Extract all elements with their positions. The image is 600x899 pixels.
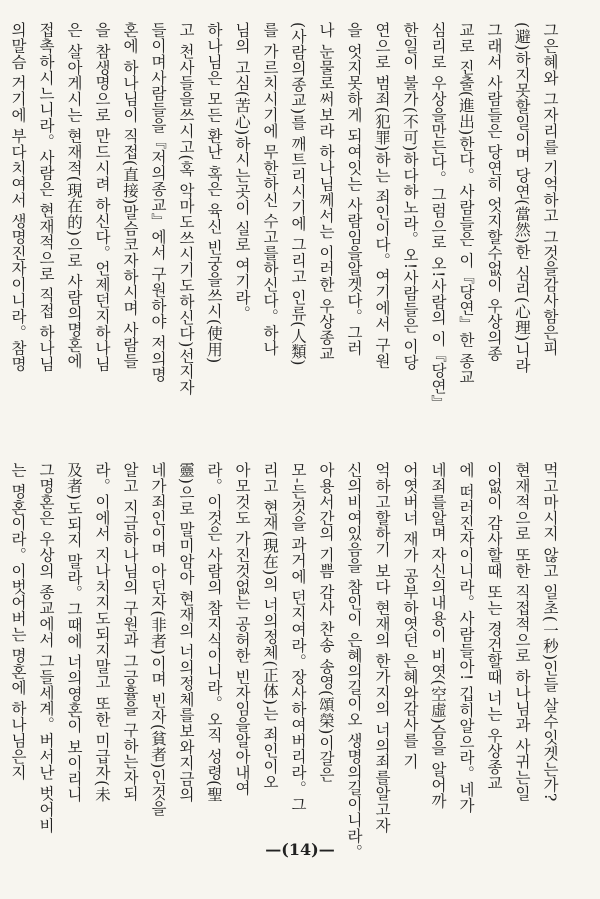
text-column: 리고 현재(現在)의 너의정체(正体)는 죄인이오 bbox=[261, 462, 279, 790]
text-column: 들이며사람들을『저의종교』에서 구원하야 저의명 bbox=[149, 22, 167, 383]
text-column: 그은혜와 그자리를 기억하고 그것을감사함은피 bbox=[541, 22, 559, 356]
text-column: 교로 진출(進出)한다。사람들은 이『당연』한 종교 bbox=[457, 22, 475, 385]
text-column: 를 가르치시기에 무한하신 수고를하신다。하나 bbox=[261, 22, 279, 356]
text-column: 아모것도 가진것없는 공허한 빈자임을알아내여 bbox=[233, 462, 251, 796]
text-column: 접촉하시느니라。사람은 현재적으로 직접 하나님 bbox=[37, 22, 55, 372]
text-column: 신의비여있음을 참인이 은혜의길이오 생명의길이니라。 bbox=[345, 462, 363, 860]
text-column: 을 엇지못하게 되여잇는 사람임을알겟다。그러 bbox=[345, 22, 363, 356]
text-column: (사람의종교)를 깨트리시기에 그리고 인류(人類) bbox=[289, 22, 307, 366]
text-column bbox=[0, 462, 4, 834]
text-column: 한일이 불가(不可)하다하노라。오!사람들은 이당 bbox=[401, 22, 419, 371]
text-column: 억하고할하기 보다 현재의 한가지의 너의죄를알고자 bbox=[373, 462, 391, 834]
text-column: 아용서간의 기쁨 감사 찬송 송영(頌榮)이갈은 bbox=[317, 462, 335, 783]
text-column: 라。이에서 지나치지도되지말고 또한 미급자(未 bbox=[93, 462, 111, 803]
text-column: 이없이 감사할때 또는 경건할때 너는 우상종교 bbox=[485, 462, 503, 791]
text-column: 나 눈물로써보라 하나님께서는 이러한 우상종교 bbox=[317, 22, 335, 362]
text-column: 는 명혼이라。이벗어버는 명혼에 하나님은지 bbox=[9, 462, 27, 781]
text-column: 연으로 범죄(犯罪)하는 죄인이다。여기에서 구원 bbox=[373, 22, 391, 369]
text-column: 님의 고심(苦心)하시는곳이 실로 여기라。 bbox=[233, 22, 251, 322]
text-column: 라。이것은 사람의 참지식이니라。오직 성령(聖 bbox=[205, 462, 223, 803]
page-number: —(14)— bbox=[265, 840, 335, 859]
text-column: 을 참생명으로 만드시려 하신다。언제던지하나님 bbox=[93, 22, 111, 372]
text-column: 네죄를알며 자신의내용이 비엿(空虛)슴을 알어까 bbox=[429, 462, 447, 809]
text-column: 고 천사들을쓰시고(혹 악마도쓰시기도하신다)선지자 bbox=[177, 22, 195, 396]
text-column: 及者)도되지 말라。그때에 너의영혼이 보이리니 bbox=[65, 462, 83, 803]
text-column: 그명혼은 우상의 종교에서 그들세계。버서난 벗어비 bbox=[37, 462, 55, 834]
text-column: 은 살아게시는 현재적(現在的)으로 사람의명혼에 bbox=[65, 22, 83, 369]
text-column: 네가죄인이며 아던자(非者)이며 빈자(貧者)인것을 bbox=[149, 462, 167, 817]
text-column: 靈)으로 말미암아 현재의 너의정체를보와지금의 bbox=[177, 462, 195, 803]
text-column: 심리로 우상을만든다。그럼으로 오!사람의 이『당연』 bbox=[429, 22, 447, 411]
text-column: 그래서 사람들은 당연히 엇지할수없이 우상의종 bbox=[485, 22, 503, 362]
text-column: 현재적으로 또한 직접적으로 하나님과 사귀는일 bbox=[513, 462, 531, 802]
text-column: 먹고마시지 않고 일초(一秒)인들 살수잇겟는가? bbox=[541, 462, 559, 802]
text-column: 의말슴 거기에 부다치여서 생명진자이니라。참명 bbox=[9, 22, 27, 372]
text-column: 알고 지금하나님의 구원과 그긍휼을 구하는자되 bbox=[121, 462, 139, 802]
text-column: (避)하지못할일이며 당연(當然)한 심리(心理)니라 bbox=[513, 22, 531, 374]
text-column: 어엿버너 재가 공부하엿던 은혜와감사를 기 bbox=[401, 462, 419, 770]
text-column: 에 떠러진자이니라。사람들아! 깁히알으라。네가 bbox=[457, 462, 475, 814]
text-column: 모-든것을 과거에 던지여라。장사하여버리라。그 bbox=[289, 462, 307, 813]
upper-text-block bbox=[9, 22, 564, 414]
text-column: 하나님은 모든 환난 혹은 육신 빈궁을쓰시(使用) bbox=[205, 22, 223, 364]
text-column bbox=[0, 22, 4, 414]
text-column: 혼에 하나님이 직접(直接)말슴코자하시며 사람들 bbox=[121, 22, 139, 369]
